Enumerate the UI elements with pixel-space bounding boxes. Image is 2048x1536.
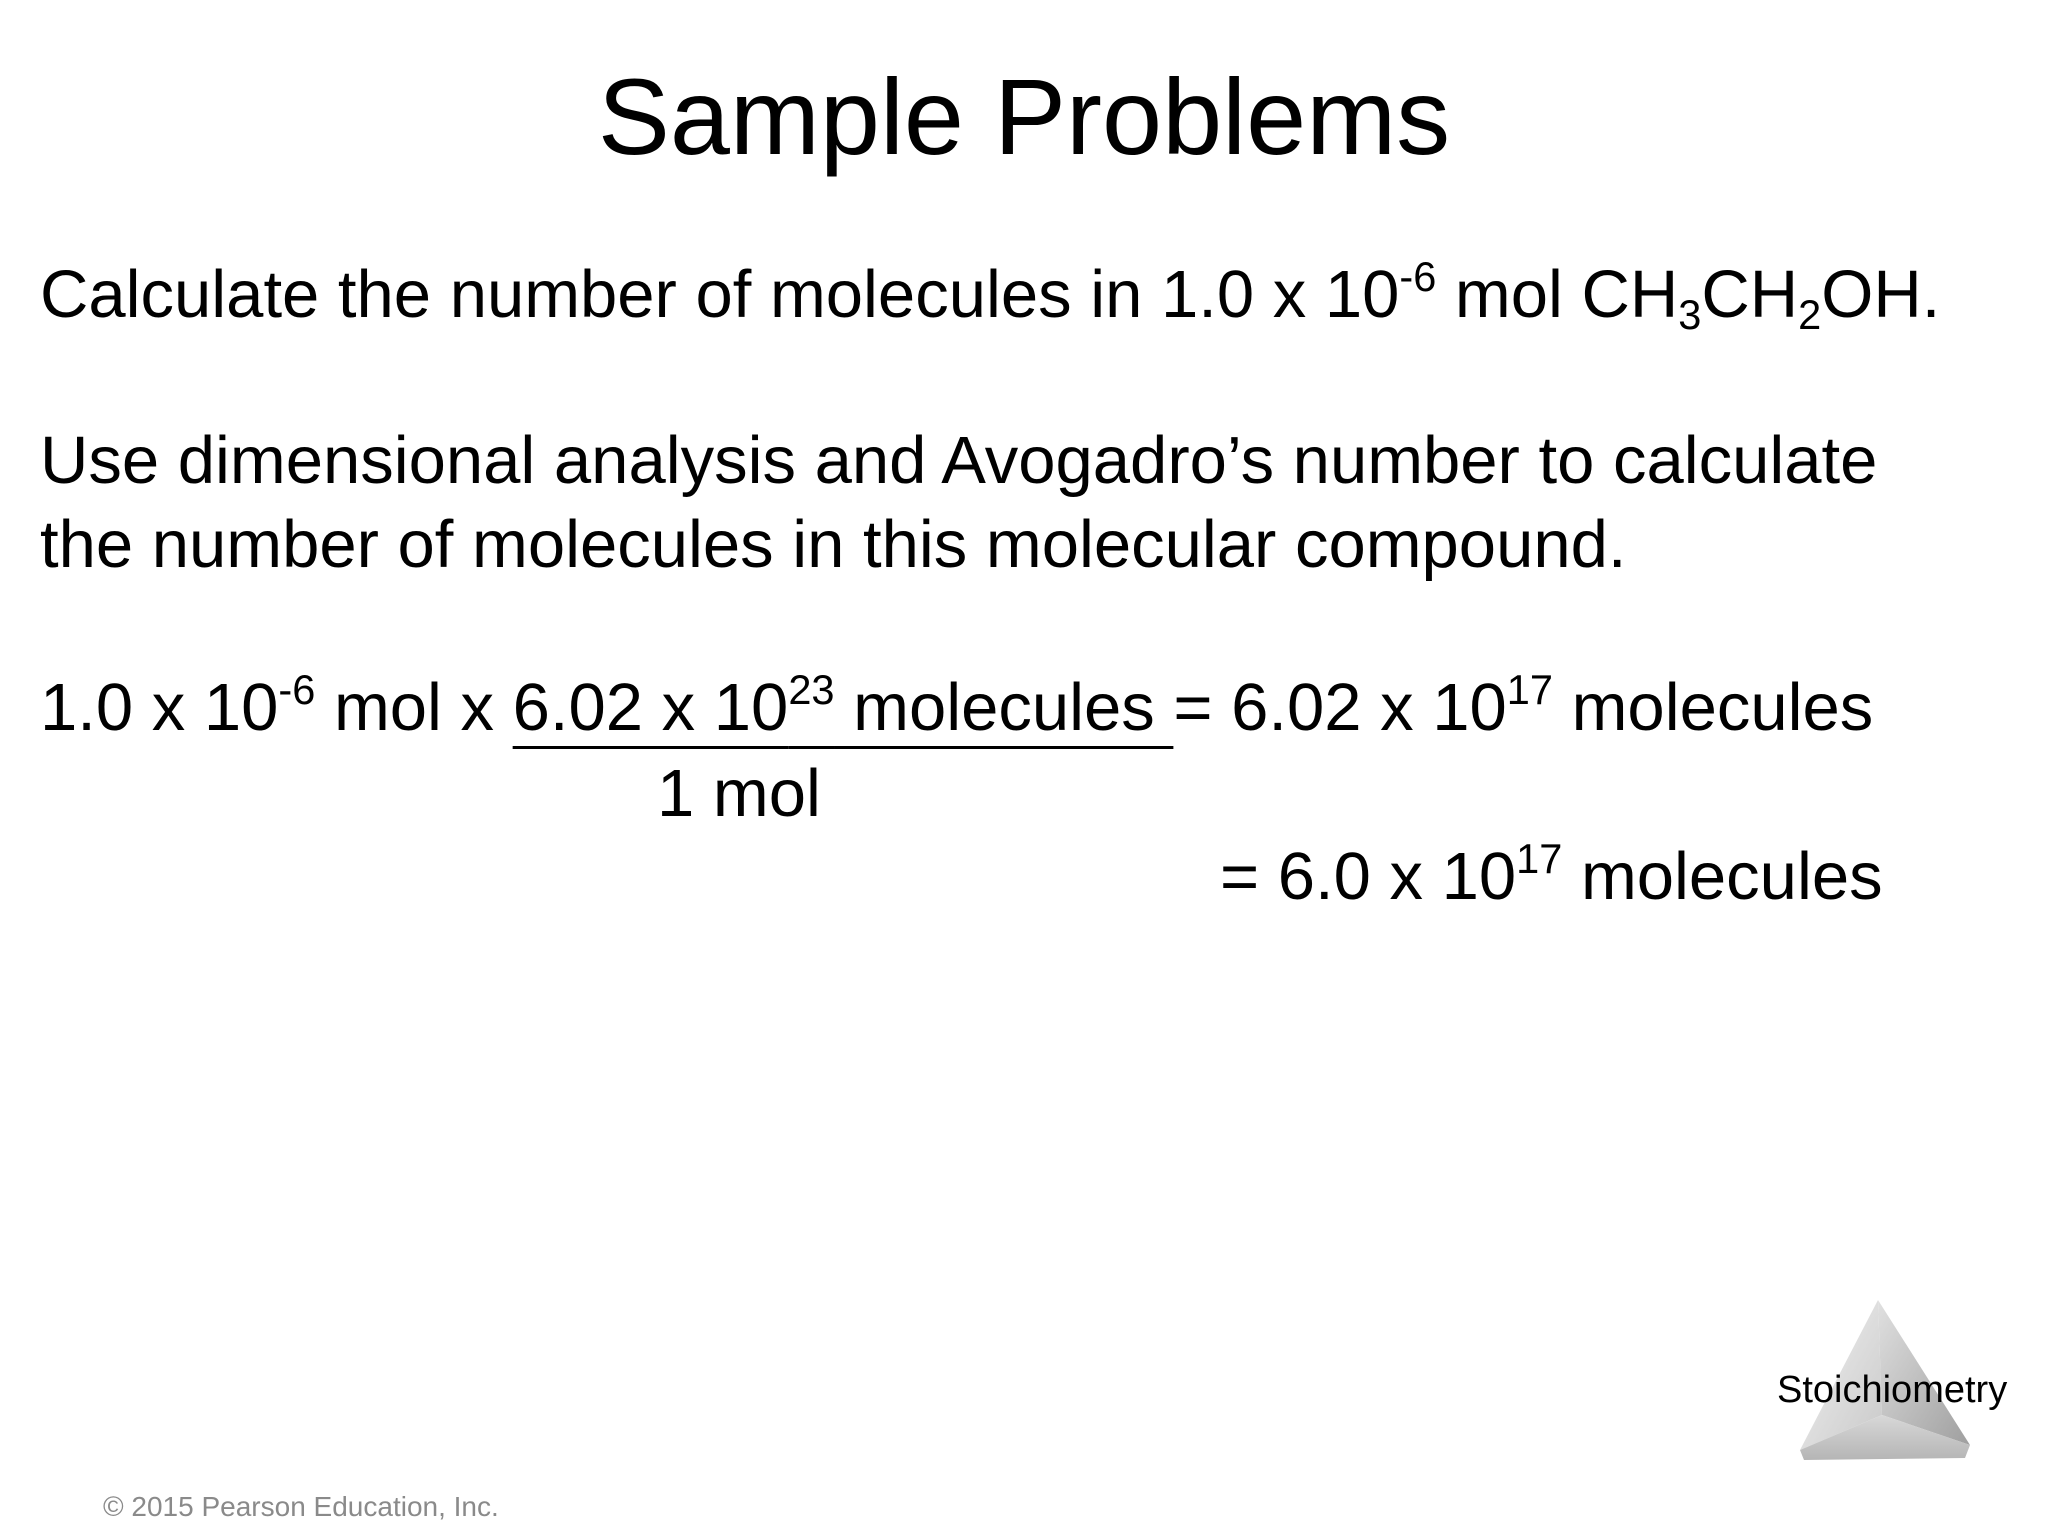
problem-prefix: Calculate the number of molecules in 1.0 x 10: [40, 257, 1400, 332]
instruction-line-1: Use dimensional analysis and Avogadro’s number to calculate: [40, 423, 1878, 498]
numerator-value: 6.02 x 10: [512, 670, 789, 745]
copyright-footer: © 2015 Pearson Education, Inc.: [103, 1491, 499, 1522]
instruction-line-2: the number of molecules in this molecular compound.: [40, 507, 1627, 582]
rounded-unit: molecules: [1562, 839, 1883, 914]
problem-statement: [40, 253, 1941, 338]
calculation-line: [40, 668, 1873, 748]
numerator-exponent: 23: [788, 666, 835, 714]
result-exponent: 17: [1506, 666, 1553, 714]
given-value: 1.0 x 10: [40, 670, 279, 745]
problem-suffix: OH.: [1821, 257, 1941, 332]
problem-exponent: -6: [1399, 253, 1437, 301]
conversion-denominator: 1 mol: [657, 756, 821, 831]
result-unit: molecules: [1553, 670, 1874, 745]
stoichiometry-label: Stoichiometry: [1777, 1369, 2008, 1411]
given-unit: mol x: [315, 670, 513, 745]
problem-subscript-2: 2: [1798, 290, 1822, 338]
slide-title: Sample Problems: [597, 56, 1451, 177]
given-exponent: -6: [278, 666, 316, 714]
problem-mid2: CH: [1701, 257, 1799, 332]
rounded-value: = 6.0 x 10: [1220, 839, 1517, 914]
result-value: = 6.02 x 10: [1173, 670, 1507, 745]
problem-subscript-3: 3: [1678, 290, 1702, 338]
rounded-exponent: 17: [1516, 835, 1563, 883]
conversion-numerator: [512, 666, 1174, 745]
rounded-result: [1220, 837, 1883, 917]
problem-mid: mol CH: [1436, 257, 1679, 332]
numerator-unit: molecules: [834, 670, 1174, 745]
